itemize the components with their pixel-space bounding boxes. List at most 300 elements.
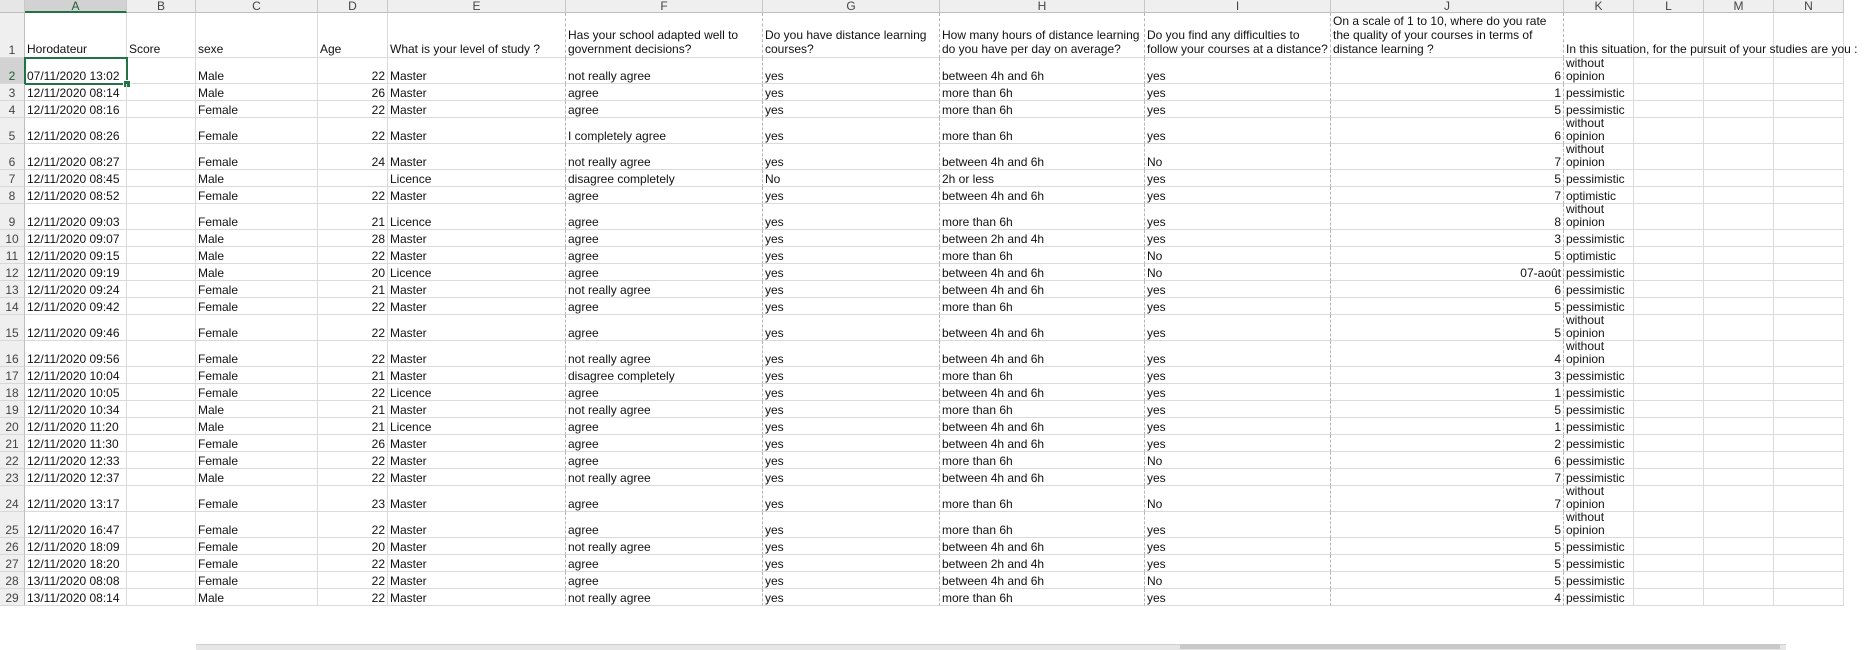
- cell-f24[interactable]: agree: [566, 486, 763, 512]
- cell-b23[interactable]: [127, 469, 196, 486]
- cell-l9[interactable]: [1634, 204, 1704, 230]
- cell-m14[interactable]: [1704, 298, 1774, 315]
- cell-f29[interactable]: not really agree: [566, 589, 763, 606]
- cell-j3[interactable]: 1: [1331, 84, 1564, 101]
- cell-e23[interactable]: Master: [388, 469, 566, 486]
- row-header-10[interactable]: 10: [0, 230, 25, 247]
- cell-d17[interactable]: 21: [318, 367, 388, 384]
- column-header-b[interactable]: B: [127, 0, 196, 13]
- cell-d29[interactable]: 22: [318, 589, 388, 606]
- cell-b7[interactable]: [127, 170, 196, 187]
- cell-d16[interactable]: 22: [318, 341, 388, 367]
- column-header-n[interactable]: N: [1774, 0, 1844, 13]
- cell-d14[interactable]: 22: [318, 298, 388, 315]
- cell-i5[interactable]: yes: [1145, 118, 1331, 144]
- cell-l24[interactable]: [1634, 486, 1704, 512]
- cell-b20[interactable]: [127, 418, 196, 435]
- column-header-f[interactable]: F: [566, 0, 763, 13]
- cell-d25[interactable]: 22: [318, 512, 388, 538]
- cell-e7[interactable]: Licence: [388, 170, 566, 187]
- cell-l26[interactable]: [1634, 538, 1704, 555]
- cell-a8[interactable]: 12/11/2020 08:52: [25, 187, 127, 204]
- cell-k4[interactable]: pessimistic: [1564, 101, 1634, 118]
- cell-d28[interactable]: 22: [318, 572, 388, 589]
- cell-j10[interactable]: 3: [1331, 230, 1564, 247]
- cell-d20[interactable]: 21: [318, 418, 388, 435]
- cell-a21[interactable]: 12/11/2020 11:30: [25, 435, 127, 452]
- cell-b28[interactable]: [127, 572, 196, 589]
- cell-k15[interactable]: without opinion: [1564, 315, 1634, 341]
- cell-g12[interactable]: yes: [763, 264, 940, 281]
- cell-j25[interactable]: 5: [1331, 512, 1564, 538]
- cell-j7[interactable]: 5: [1331, 170, 1564, 187]
- cell-h29[interactable]: more than 6h: [940, 589, 1145, 606]
- cell-f3[interactable]: agree: [566, 84, 763, 101]
- cell-d8[interactable]: 22: [318, 187, 388, 204]
- cell-j9[interactable]: 8: [1331, 204, 1564, 230]
- cell-k17[interactable]: pessimistic: [1564, 367, 1634, 384]
- cell-b29[interactable]: [127, 589, 196, 606]
- cell-k21[interactable]: pessimistic: [1564, 435, 1634, 452]
- cell-g19[interactable]: yes: [763, 401, 940, 418]
- cell-i14[interactable]: yes: [1145, 298, 1331, 315]
- cell-m19[interactable]: [1704, 401, 1774, 418]
- cell-c18[interactable]: Female: [196, 384, 318, 401]
- cell-g29[interactable]: yes: [763, 589, 940, 606]
- cell-j5[interactable]: 6: [1331, 118, 1564, 144]
- cell-n12[interactable]: [1774, 264, 1844, 281]
- cell-h2[interactable]: between 4h and 6h: [940, 58, 1145, 84]
- cell-g4[interactable]: yes: [763, 101, 940, 118]
- cell-b26[interactable]: [127, 538, 196, 555]
- cell-k16[interactable]: without opinion: [1564, 341, 1634, 367]
- cell-c27[interactable]: Female: [196, 555, 318, 572]
- cell-k7[interactable]: pessimistic: [1564, 170, 1634, 187]
- cell-m28[interactable]: [1704, 572, 1774, 589]
- cell-h26[interactable]: between 4h and 6h: [940, 538, 1145, 555]
- cell-h18[interactable]: between 4h and 6h: [940, 384, 1145, 401]
- row-header-18[interactable]: 18: [0, 384, 25, 401]
- cell-d11[interactable]: 22: [318, 247, 388, 264]
- cell-f19[interactable]: not really agree: [566, 401, 763, 418]
- cell-a4[interactable]: 12/11/2020 08:16: [25, 101, 127, 118]
- cell-a19[interactable]: 12/11/2020 10:34: [25, 401, 127, 418]
- cell-e16[interactable]: Master: [388, 341, 566, 367]
- cell-i18[interactable]: yes: [1145, 384, 1331, 401]
- cell-m7[interactable]: [1704, 170, 1774, 187]
- cell-j11[interactable]: 5: [1331, 247, 1564, 264]
- cell-i10[interactable]: yes: [1145, 230, 1331, 247]
- cell-g16[interactable]: yes: [763, 341, 940, 367]
- cell-k26[interactable]: pessimistic: [1564, 538, 1634, 555]
- cell-l13[interactable]: [1634, 281, 1704, 298]
- cell-m15[interactable]: [1704, 315, 1774, 341]
- cell-n15[interactable]: [1774, 315, 1844, 341]
- cell-a27[interactable]: 12/11/2020 18:20: [25, 555, 127, 572]
- cell-g23[interactable]: yes: [763, 469, 940, 486]
- cell-e26[interactable]: Master: [388, 538, 566, 555]
- cell-h12[interactable]: between 4h and 6h: [940, 264, 1145, 281]
- column-header-g[interactable]: G: [763, 0, 940, 13]
- cell-d12[interactable]: 20: [318, 264, 388, 281]
- cell-h15[interactable]: between 4h and 6h: [940, 315, 1145, 341]
- cell-e15[interactable]: Master: [388, 315, 566, 341]
- cell-e10[interactable]: Master: [388, 230, 566, 247]
- cell-i13[interactable]: yes: [1145, 281, 1331, 298]
- cell-j28[interactable]: 5: [1331, 572, 1564, 589]
- cell-j12[interactable]: 07-août: [1331, 264, 1564, 281]
- column-header-k[interactable]: K: [1564, 0, 1634, 13]
- cell-k29[interactable]: pessimistic: [1564, 589, 1634, 606]
- cell-l6[interactable]: [1634, 144, 1704, 170]
- row-header-29[interactable]: 29: [0, 589, 25, 606]
- cell-e8[interactable]: Master: [388, 187, 566, 204]
- cell-h9[interactable]: more than 6h: [940, 204, 1145, 230]
- cell-d15[interactable]: 22: [318, 315, 388, 341]
- cell-n2[interactable]: [1774, 58, 1844, 84]
- cell-b17[interactable]: [127, 367, 196, 384]
- cell-g26[interactable]: yes: [763, 538, 940, 555]
- cell-c29[interactable]: Male: [196, 589, 318, 606]
- cell-a16[interactable]: 12/11/2020 09:56: [25, 341, 127, 367]
- cell-f28[interactable]: agree: [566, 572, 763, 589]
- column-header-i[interactable]: I: [1145, 0, 1331, 13]
- cell-k9[interactable]: without opinion: [1564, 204, 1634, 230]
- cell-i19[interactable]: yes: [1145, 401, 1331, 418]
- cell-c20[interactable]: Male: [196, 418, 318, 435]
- cell-d10[interactable]: 28: [318, 230, 388, 247]
- cell-a15[interactable]: 12/11/2020 09:46: [25, 315, 127, 341]
- cell-h25[interactable]: more than 6h: [940, 512, 1145, 538]
- cell-f7[interactable]: disagree completely: [566, 170, 763, 187]
- cell-b2[interactable]: [127, 58, 196, 84]
- cell-m3[interactable]: [1704, 84, 1774, 101]
- cell-c21[interactable]: Female: [196, 435, 318, 452]
- cell-b8[interactable]: [127, 187, 196, 204]
- cell-d23[interactable]: 22: [318, 469, 388, 486]
- cell-j22[interactable]: 6: [1331, 452, 1564, 469]
- row-header-13[interactable]: 13: [0, 281, 25, 298]
- cell-i28[interactable]: No: [1145, 572, 1331, 589]
- cell-h22[interactable]: more than 6h: [940, 452, 1145, 469]
- cell-h7[interactable]: 2h or less: [940, 170, 1145, 187]
- cell-g6[interactable]: yes: [763, 144, 940, 170]
- cell-k27[interactable]: pessimistic: [1564, 555, 1634, 572]
- cell-a14[interactable]: 12/11/2020 09:42: [25, 298, 127, 315]
- cell-i6[interactable]: No: [1145, 144, 1331, 170]
- cell-e28[interactable]: Master: [388, 572, 566, 589]
- cell-m26[interactable]: [1704, 538, 1774, 555]
- cell-i24[interactable]: No: [1145, 486, 1331, 512]
- cell-g14[interactable]: yes: [763, 298, 940, 315]
- cell-j14[interactable]: 5: [1331, 298, 1564, 315]
- cell-g18[interactable]: yes: [763, 384, 940, 401]
- cell-b16[interactable]: [127, 341, 196, 367]
- cell-d27[interactable]: 22: [318, 555, 388, 572]
- cell-h20[interactable]: between 4h and 6h: [940, 418, 1145, 435]
- cell-m9[interactable]: [1704, 204, 1774, 230]
- cell-d4[interactable]: 22: [318, 101, 388, 118]
- cell-f17[interactable]: disagree completely: [566, 367, 763, 384]
- cell-i29[interactable]: yes: [1145, 589, 1331, 606]
- cell-e17[interactable]: Master: [388, 367, 566, 384]
- cell-h13[interactable]: between 4h and 6h: [940, 281, 1145, 298]
- cell-f6[interactable]: not really agree: [566, 144, 763, 170]
- cell-f16[interactable]: not really agree: [566, 341, 763, 367]
- cell-c22[interactable]: Female: [196, 452, 318, 469]
- cell-e19[interactable]: Master: [388, 401, 566, 418]
- header-cell-b[interactable]: [127, 13, 196, 58]
- cell-n11[interactable]: [1774, 247, 1844, 264]
- cell-k6[interactable]: without opinion: [1564, 144, 1634, 170]
- row-header-3[interactable]: 3: [0, 84, 25, 101]
- cell-g10[interactable]: yes: [763, 230, 940, 247]
- cell-d5[interactable]: 22: [318, 118, 388, 144]
- cell-i25[interactable]: yes: [1145, 512, 1331, 538]
- cell-c7[interactable]: Male: [196, 170, 318, 187]
- row-header-14[interactable]: 14: [0, 298, 25, 315]
- header-cell-d[interactable]: [318, 13, 388, 58]
- cell-m10[interactable]: [1704, 230, 1774, 247]
- cell-h4[interactable]: more than 6h: [940, 101, 1145, 118]
- cell-k11[interactable]: optimistic: [1564, 247, 1634, 264]
- cell-b24[interactable]: [127, 486, 196, 512]
- row-header-9[interactable]: 9: [0, 204, 25, 230]
- row-header-11[interactable]: 11: [0, 247, 25, 264]
- cell-i15[interactable]: yes: [1145, 315, 1331, 341]
- cell-l10[interactable]: [1634, 230, 1704, 247]
- cell-m27[interactable]: [1704, 555, 1774, 572]
- cell-k14[interactable]: pessimistic: [1564, 298, 1634, 315]
- cell-m4[interactable]: [1704, 101, 1774, 118]
- cell-c11[interactable]: Male: [196, 247, 318, 264]
- cell-k3[interactable]: pessimistic: [1564, 84, 1634, 101]
- cell-f10[interactable]: agree: [566, 230, 763, 247]
- cell-f2[interactable]: not really agree: [566, 58, 763, 84]
- header-cell-c[interactable]: [196, 13, 318, 58]
- cell-g8[interactable]: yes: [763, 187, 940, 204]
- header-cell-g[interactable]: [763, 13, 940, 58]
- cell-f8[interactable]: agree: [566, 187, 763, 204]
- cell-j4[interactable]: 5: [1331, 101, 1564, 118]
- cell-d26[interactable]: 20: [318, 538, 388, 555]
- cell-e20[interactable]: Licence: [388, 418, 566, 435]
- header-cell-h[interactable]: [940, 13, 1145, 58]
- cell-l8[interactable]: [1634, 187, 1704, 204]
- cell-n10[interactable]: [1774, 230, 1844, 247]
- cell-a6[interactable]: 12/11/2020 08:27: [25, 144, 127, 170]
- cell-m20[interactable]: [1704, 418, 1774, 435]
- row-header-4[interactable]: 4: [0, 101, 25, 118]
- cell-m22[interactable]: [1704, 452, 1774, 469]
- cell-d2[interactable]: 22: [318, 58, 388, 84]
- cell-m2[interactable]: [1704, 58, 1774, 84]
- cell-j16[interactable]: 4: [1331, 341, 1564, 367]
- cell-j13[interactable]: 6: [1331, 281, 1564, 298]
- cell-b6[interactable]: [127, 144, 196, 170]
- cell-n5[interactable]: [1774, 118, 1844, 144]
- cell-l29[interactable]: [1634, 589, 1704, 606]
- cell-a10[interactable]: 12/11/2020 09:07: [25, 230, 127, 247]
- cell-f21[interactable]: agree: [566, 435, 763, 452]
- cell-c13[interactable]: Female: [196, 281, 318, 298]
- cell-d19[interactable]: 21: [318, 401, 388, 418]
- cell-a23[interactable]: 12/11/2020 12:37: [25, 469, 127, 486]
- column-header-m[interactable]: M: [1704, 0, 1774, 13]
- cell-c2[interactable]: Male: [196, 58, 318, 84]
- cell-e12[interactable]: Licence: [388, 264, 566, 281]
- cell-h3[interactable]: more than 6h: [940, 84, 1145, 101]
- header-cell-a[interactable]: [25, 13, 127, 58]
- cell-a20[interactable]: 12/11/2020 11:20: [25, 418, 127, 435]
- cell-g27[interactable]: yes: [763, 555, 940, 572]
- cell-h14[interactable]: more than 6h: [940, 298, 1145, 315]
- cell-g13[interactable]: yes: [763, 281, 940, 298]
- cell-d6[interactable]: 24: [318, 144, 388, 170]
- cell-j21[interactable]: 2: [1331, 435, 1564, 452]
- cell-l3[interactable]: [1634, 84, 1704, 101]
- row-header-1[interactable]: 1: [0, 13, 25, 58]
- cell-b18[interactable]: [127, 384, 196, 401]
- header-cell-i[interactable]: [1145, 13, 1331, 58]
- cell-l20[interactable]: [1634, 418, 1704, 435]
- cell-j15[interactable]: 5: [1331, 315, 1564, 341]
- column-header-c[interactable]: C: [196, 0, 318, 13]
- cell-h17[interactable]: more than 6h: [940, 367, 1145, 384]
- cell-c6[interactable]: Female: [196, 144, 318, 170]
- cell-n17[interactable]: [1774, 367, 1844, 384]
- cell-k22[interactable]: pessimistic: [1564, 452, 1634, 469]
- cell-n21[interactable]: [1774, 435, 1844, 452]
- cell-h24[interactable]: more than 6h: [940, 486, 1145, 512]
- cell-d24[interactable]: 23: [318, 486, 388, 512]
- scrollbar-thumb[interactable]: [1180, 644, 1780, 649]
- cell-m5[interactable]: [1704, 118, 1774, 144]
- cell-l22[interactable]: [1634, 452, 1704, 469]
- cell-b3[interactable]: [127, 84, 196, 101]
- cell-e29[interactable]: Master: [388, 589, 566, 606]
- row-header-7[interactable]: 7: [0, 170, 25, 187]
- cell-l2[interactable]: [1634, 58, 1704, 84]
- cell-i8[interactable]: yes: [1145, 187, 1331, 204]
- cell-n13[interactable]: [1774, 281, 1844, 298]
- cell-m24[interactable]: [1704, 486, 1774, 512]
- cell-k12[interactable]: pessimistic: [1564, 264, 1634, 281]
- cell-i17[interactable]: yes: [1145, 367, 1331, 384]
- cell-d9[interactable]: 21: [318, 204, 388, 230]
- cell-m11[interactable]: [1704, 247, 1774, 264]
- cell-e22[interactable]: Master: [388, 452, 566, 469]
- cell-c19[interactable]: Male: [196, 401, 318, 418]
- row-header-2[interactable]: 2: [0, 58, 25, 84]
- cell-a24[interactable]: 12/11/2020 13:17: [25, 486, 127, 512]
- row-header-24[interactable]: 24: [0, 486, 25, 512]
- cell-c12[interactable]: Male: [196, 264, 318, 281]
- cell-l25[interactable]: [1634, 512, 1704, 538]
- cell-b5[interactable]: [127, 118, 196, 144]
- row-header-16[interactable]: 16: [0, 341, 25, 367]
- cell-a18[interactable]: 12/11/2020 10:05: [25, 384, 127, 401]
- cell-e3[interactable]: Master: [388, 84, 566, 101]
- cell-d22[interactable]: 22: [318, 452, 388, 469]
- cell-a13[interactable]: 12/11/2020 09:24: [25, 281, 127, 298]
- cell-g22[interactable]: yes: [763, 452, 940, 469]
- cell-j2[interactable]: 6: [1331, 58, 1564, 84]
- cell-f18[interactable]: agree: [566, 384, 763, 401]
- cell-h28[interactable]: between 4h and 6h: [940, 572, 1145, 589]
- cell-b9[interactable]: [127, 204, 196, 230]
- cell-e18[interactable]: Licence: [388, 384, 566, 401]
- cell-g20[interactable]: yes: [763, 418, 940, 435]
- cell-b15[interactable]: [127, 315, 196, 341]
- row-header-20[interactable]: 20: [0, 418, 25, 435]
- cell-j27[interactable]: 5: [1331, 555, 1564, 572]
- cell-i11[interactable]: No: [1145, 247, 1331, 264]
- cell-k20[interactable]: pessimistic: [1564, 418, 1634, 435]
- cell-a5[interactable]: 12/11/2020 08:26: [25, 118, 127, 144]
- cell-d21[interactable]: 26: [318, 435, 388, 452]
- cell-c4[interactable]: Female: [196, 101, 318, 118]
- cell-e5[interactable]: Master: [388, 118, 566, 144]
- cell-d7[interactable]: [318, 170, 388, 187]
- cell-k24[interactable]: without opinion: [1564, 486, 1634, 512]
- cell-n18[interactable]: [1774, 384, 1844, 401]
- cell-h10[interactable]: between 2h and 4h: [940, 230, 1145, 247]
- cell-e27[interactable]: Master: [388, 555, 566, 572]
- cell-a12[interactable]: 12/11/2020 09:19: [25, 264, 127, 281]
- cell-f4[interactable]: agree: [566, 101, 763, 118]
- cell-m12[interactable]: [1704, 264, 1774, 281]
- cell-d13[interactable]: 21: [318, 281, 388, 298]
- cell-l4[interactable]: [1634, 101, 1704, 118]
- cell-j18[interactable]: 1: [1331, 384, 1564, 401]
- row-header-27[interactable]: 27: [0, 555, 25, 572]
- cell-l5[interactable]: [1634, 118, 1704, 144]
- cell-i7[interactable]: yes: [1145, 170, 1331, 187]
- cell-g5[interactable]: yes: [763, 118, 940, 144]
- column-header-d[interactable]: D: [318, 0, 388, 13]
- cell-i23[interactable]: yes: [1145, 469, 1331, 486]
- row-header-17[interactable]: 17: [0, 367, 25, 384]
- cell-l7[interactable]: [1634, 170, 1704, 187]
- cell-f14[interactable]: agree: [566, 298, 763, 315]
- cell-m23[interactable]: [1704, 469, 1774, 486]
- cell-k8[interactable]: optimistic: [1564, 187, 1634, 204]
- cell-b13[interactable]: [127, 281, 196, 298]
- cell-m16[interactable]: [1704, 341, 1774, 367]
- cell-j26[interactable]: 5: [1331, 538, 1564, 555]
- cell-c26[interactable]: Female: [196, 538, 318, 555]
- cell-c24[interactable]: Female: [196, 486, 318, 512]
- cell-f22[interactable]: agree: [566, 452, 763, 469]
- cell-j17[interactable]: 3: [1331, 367, 1564, 384]
- cell-b22[interactable]: [127, 452, 196, 469]
- cell-f25[interactable]: agree: [566, 512, 763, 538]
- cell-h8[interactable]: between 4h and 6h: [940, 187, 1145, 204]
- cell-a17[interactable]: 12/11/2020 10:04: [25, 367, 127, 384]
- cell-m6[interactable]: [1704, 144, 1774, 170]
- cell-g17[interactable]: yes: [763, 367, 940, 384]
- cell-l15[interactable]: [1634, 315, 1704, 341]
- cell-i22[interactable]: No: [1145, 452, 1331, 469]
- cell-a9[interactable]: 12/11/2020 09:03: [25, 204, 127, 230]
- cell-c14[interactable]: Female: [196, 298, 318, 315]
- cell-b25[interactable]: [127, 512, 196, 538]
- cell-n8[interactable]: [1774, 187, 1844, 204]
- cell-d3[interactable]: 26: [318, 84, 388, 101]
- cell-g15[interactable]: yes: [763, 315, 940, 341]
- cell-l23[interactable]: [1634, 469, 1704, 486]
